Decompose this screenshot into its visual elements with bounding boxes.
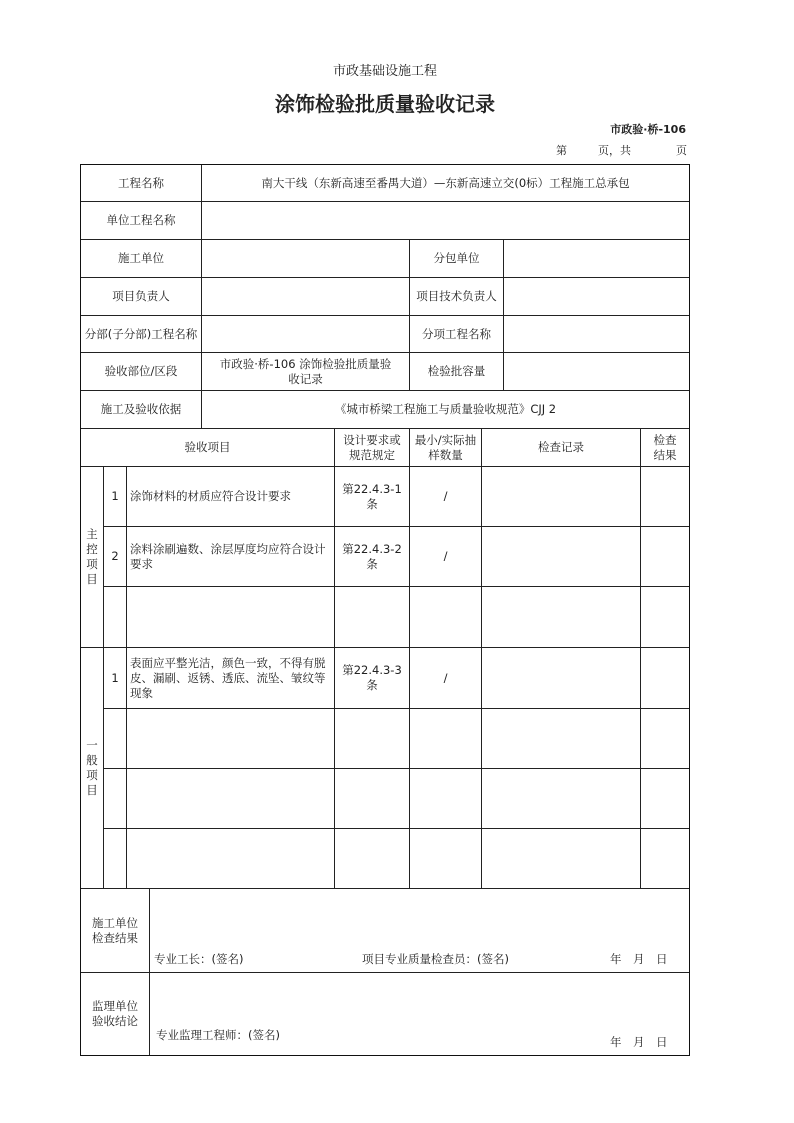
general-row-1-text: 表面应平整光洁，颜色一致，不得有脱皮、漏刷、返锈、透底、流坠、皱纹等现象	[126, 647, 335, 709]
supervision-date: 年 月 日	[610, 1035, 668, 1049]
construction-date: 年 月 日	[610, 952, 668, 966]
main-row-3-text	[126, 586, 335, 648]
org-heading: 市政基础设施工程	[332, 64, 437, 79]
subitem-label: 分项工程名称	[409, 315, 504, 353]
general-row-2-record	[481, 708, 641, 769]
general-row-3-spec	[334, 768, 410, 829]
main-row-2-record	[481, 526, 641, 587]
col-sample-header: 最小/实际抽样数量	[409, 428, 482, 467]
supervision-check-area	[149, 972, 690, 1056]
general-row-3-text	[126, 768, 335, 829]
main-row-2-no: 2	[103, 526, 127, 587]
general-row-2-no	[103, 708, 127, 769]
main-control-label: 主控项目	[80, 466, 104, 648]
main-row-3-spec	[334, 586, 410, 648]
main-row-1-result	[640, 466, 690, 527]
quality-inspector-signature: 项目专业质量检查员：(签名)	[362, 952, 509, 966]
general-row-4-spec	[334, 828, 410, 889]
foreman-signature: 专业工长：(签名)	[154, 952, 244, 966]
main-row-2-spec: 第22.4.3-2条	[334, 526, 410, 587]
main-row-3-sample	[409, 586, 482, 648]
main-row-1-spec: 第22.4.3-1条	[334, 466, 410, 527]
general-row-4-result	[640, 828, 690, 889]
subcontractor-value	[503, 239, 690, 278]
basis-label: 施工及验收依据	[80, 390, 202, 429]
col-item-header: 验收项目	[80, 428, 335, 467]
main-row-3-record	[481, 586, 641, 648]
basis-value: 《城市桥梁工程施工与质量验收规范》CJJ 2	[201, 390, 690, 429]
general-row-2-sample	[409, 708, 482, 769]
project-name-label: 工程名称	[80, 164, 202, 202]
tech-lead-value	[503, 277, 690, 316]
main-row-2-text: 涂料涂刷遍数、涂层厚度均应符合设计要求	[126, 526, 335, 587]
col-design-header: 设计要求或规范规定	[334, 428, 410, 467]
construction-check-label: 施工单位检查结果	[80, 888, 150, 973]
general-row-3-result	[640, 768, 690, 829]
unit-project-label: 单位工程名称	[80, 201, 202, 240]
page-no-prefix: 第	[556, 144, 567, 157]
general-row-3-record	[481, 768, 641, 829]
general-row-3-no	[103, 768, 127, 829]
general-row-2-text	[126, 708, 335, 769]
subdivision-value	[201, 315, 410, 353]
page-title: 涂饰检验批质量验收记录	[275, 92, 495, 116]
general-row-4-text	[126, 828, 335, 889]
pm-value	[201, 277, 410, 316]
contractor-value	[201, 239, 410, 278]
capacity-value	[503, 352, 690, 391]
supervision-check-label: 监理单位验收结论	[80, 972, 150, 1056]
unit-project-value	[201, 201, 690, 240]
general-row-4-sample	[409, 828, 482, 889]
capacity-label: 检验批容量	[409, 352, 504, 391]
subcontractor-label: 分包单位	[409, 239, 504, 278]
general-row-1-result	[640, 647, 690, 709]
general-row-1-record	[481, 647, 641, 709]
main-row-3-result	[640, 586, 690, 648]
location-label: 验收部位/区段	[80, 352, 202, 391]
main-row-1-text: 涂饰材料的材质应符合设计要求	[126, 466, 335, 527]
general-row-1-no: 1	[103, 647, 127, 709]
tech-lead-label: 项目技术负责人	[409, 277, 504, 316]
col-record-header: 检查记录	[481, 428, 641, 467]
main-row-3-no	[103, 586, 127, 648]
main-row-2-result	[640, 526, 690, 587]
general-row-2-result	[640, 708, 690, 769]
main-row-1-no: 1	[103, 466, 127, 527]
general-label: 一般项目	[80, 647, 104, 889]
col-result-header: 检查结果	[640, 428, 690, 467]
main-row-1-record	[481, 466, 641, 527]
pm-label: 项目负责人	[80, 277, 202, 316]
general-row-1-spec: 第22.4.3-3条	[334, 647, 410, 709]
general-row-3-sample	[409, 768, 482, 829]
subdivision-label: 分部(子分部)工程名称	[80, 315, 202, 353]
general-row-1-sample: /	[409, 647, 482, 709]
contractor-label: 施工单位	[80, 239, 202, 278]
form-code: 市政验·桥-106	[610, 123, 686, 136]
page-no-middle: 页，共	[598, 144, 631, 157]
main-row-1-sample: /	[409, 466, 482, 527]
location-value: 市政验·桥-106 涂饰检验批质量验收记录	[201, 352, 410, 391]
main-row-2-sample: /	[409, 526, 482, 587]
project-name-value: 南大干线（东新高速至番禺大道）—东新高速立交(0标）工程施工总承包	[201, 164, 690, 202]
general-row-4-record	[481, 828, 641, 889]
general-row-4-no	[103, 828, 127, 889]
subitem-value	[503, 315, 690, 353]
general-row-2-spec	[334, 708, 410, 769]
page-no-suffix: 页	[676, 144, 687, 157]
supervision-engineer-signature: 专业监理工程师：(签名)	[156, 1028, 280, 1042]
